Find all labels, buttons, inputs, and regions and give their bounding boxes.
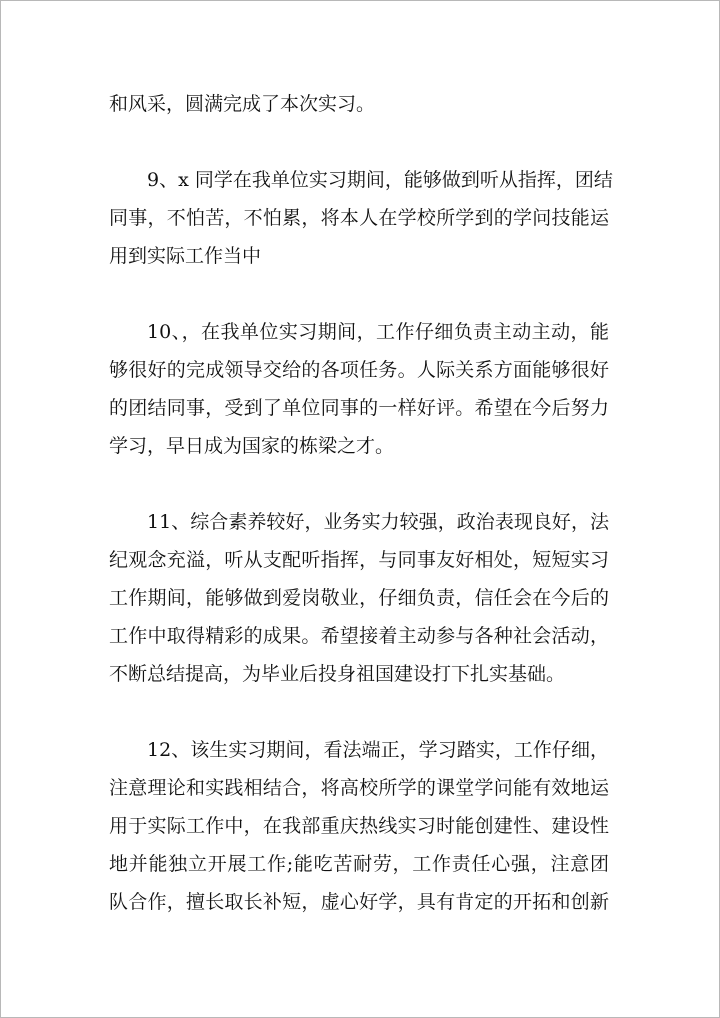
paragraph-item-11 bbox=[109, 503, 609, 693]
text-line: 同事，不怕苦，不怕累，将本人在学校所学到的学问技能运 bbox=[109, 207, 609, 229]
text-line: 不断总结提高，为毕业后投身祖国建设打下扎实基础。 bbox=[109, 663, 566, 685]
text-line: 10、，在我单位实习期间，工作仔细负责主动主动，能 bbox=[147, 321, 609, 343]
paragraph-item-12 bbox=[109, 731, 609, 921]
paragraph-item-10 bbox=[109, 313, 609, 465]
text-line: 够很好的完成领导交给的各项任务。人际关系方面能够很好 bbox=[109, 359, 609, 381]
text-line: 和风采，圆满完成了本次实习。 bbox=[109, 93, 376, 115]
text-line: 工作期间，能够做到爱岗敬业，仔细负责，信任会在今后的 bbox=[109, 587, 609, 609]
text-line: 队合作，擅长取长补短，虚心好学，具有肯定的开拓和创新 bbox=[109, 891, 609, 913]
text-line: 工作中取得精彩的成果。希望接着主动参与各种社会活动， bbox=[109, 625, 609, 647]
text-line: 用到实际工作当中 bbox=[109, 245, 262, 267]
text-line: 纪观念充溢，听从支配听指挥，与同事友好相处，短短实习 bbox=[109, 549, 609, 571]
paragraph-continuation bbox=[109, 85, 609, 123]
text-line: 注意理论和实践相结合，将高校所学的课堂学问能有效地运 bbox=[109, 777, 609, 799]
text-line: 学习，早日成为国家的栋梁之才。 bbox=[109, 435, 395, 457]
text-line: 用于实际工作中，在我部重庆热线实习时能创建性、建设性 bbox=[109, 815, 609, 837]
text-line: 9、x 同学在我单位实习期间，能够做到听从指挥，团结 bbox=[147, 169, 613, 191]
text-line: 11、综合素养较好，业务实力较强，政治表现良好，法 bbox=[147, 511, 609, 533]
document-body bbox=[109, 85, 613, 959]
paragraph-item-9 bbox=[109, 161, 613, 275]
text-line: 的团结同事，受到了单位同事的一样好评。希望在今后努力 bbox=[109, 397, 609, 419]
text-line: 12、该生实习期间，看法端正，学习踏实，工作仔细， bbox=[147, 739, 609, 761]
text-line: 地并能独立开展工作;能吃苦耐劳，工作责任心强，注意团 bbox=[109, 853, 609, 875]
